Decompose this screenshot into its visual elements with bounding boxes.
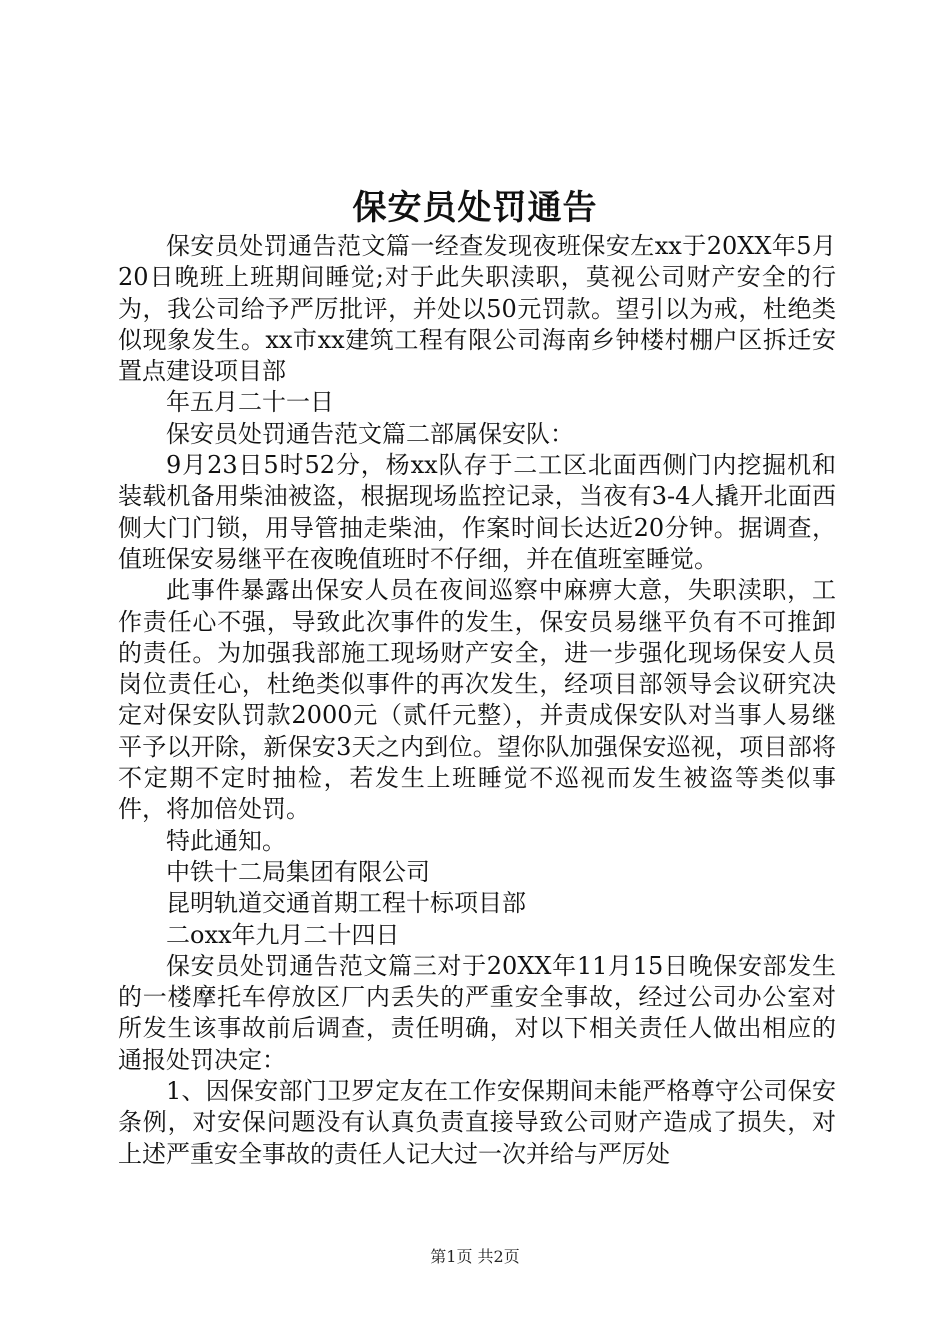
paragraph-notice: 特此通知。 [166,826,286,855]
signature-department: 昆明轨道交通首期工程十标项目部 [166,889,526,918]
signature-company: 中铁十二局集团有限公司 [166,857,430,886]
document-body [118,231,836,1170]
document-title: 保安员处罚通告 [352,188,598,228]
paragraph-2-decision: 此事件暴露出保安人员在夜间巡察中麻痹大意，失职渎职，工作责任心不强，导致此次事件的发生，保安员易继平负有不可推卸的责任。为加强我部施工现场财产安全，进一步强化现场保安人员岗位责任心，杜绝类似事件的再次发生，经项目部领导会议研究决定对保安队罚款2000元（贰仟元整），并责成保安队对当事人易继平予以开除，新保安3天之内到位。望你队加强保安巡视，项目部将不定期不定时抽检，若发生上班睡觉不巡视而发生被盗等类似事件，将加倍处罚。 [118,576,836,824]
paragraph-2-body: 9月23日5时52分，杨xx队存于二工区北面西侧门内挖掘机和装载机备用柴油被盗，根据现场监控记录，当夜有3-4人撬开北面西侧大门门锁，用导管抽走柴油，作案时间长达近20分钟。据调查，值班保安易继平在夜晚值班时不仔细，并在值班室睡觉。 [118,451,836,573]
paragraph-2-heading: 保安员处罚通告范文篇二部属保安队： [166,419,574,448]
paragraph-3: 保安员处罚通告范文篇三对于20XX年11月15日晚保安部发生的一楼摩托车停放区厂内丢失的严重安全事故，经过公司办公室对所发生该事故前后调查，责任明确，对以下相关责任人做出相应的通报处罚决定： [118,951,836,1074]
signature-date: 二oxx年九月二十四日 [166,920,400,949]
paragraph-date-1: 年五月二十一日 [166,388,334,417]
paragraph-3-item-1: 1、因保安部门卫罗定友在工作安保期间未能严格尊守公司保安条例，对安保问题没有认真负责直接导致公司财产造成了损失，对上述严重安全事故的责任人记大过一次并给与严厉处 [118,1077,836,1168]
page-footer: 第1页 共2页 [430,1247,520,1266]
paragraph-1: 保安员处罚通告范文篇一经查发现夜班保安左xx于20XX年5月20日晚班上班期间睡觉;对于此失职渎职，莫视公司财产安全的行为，我公司给予严厉批评，并处以50元罚款。望引以为戒，杜绝类似现象发生。xx市xx建筑工程有限公司海南乡钟楼村棚户区拆迁安置点建设项目部 [118,232,836,386]
